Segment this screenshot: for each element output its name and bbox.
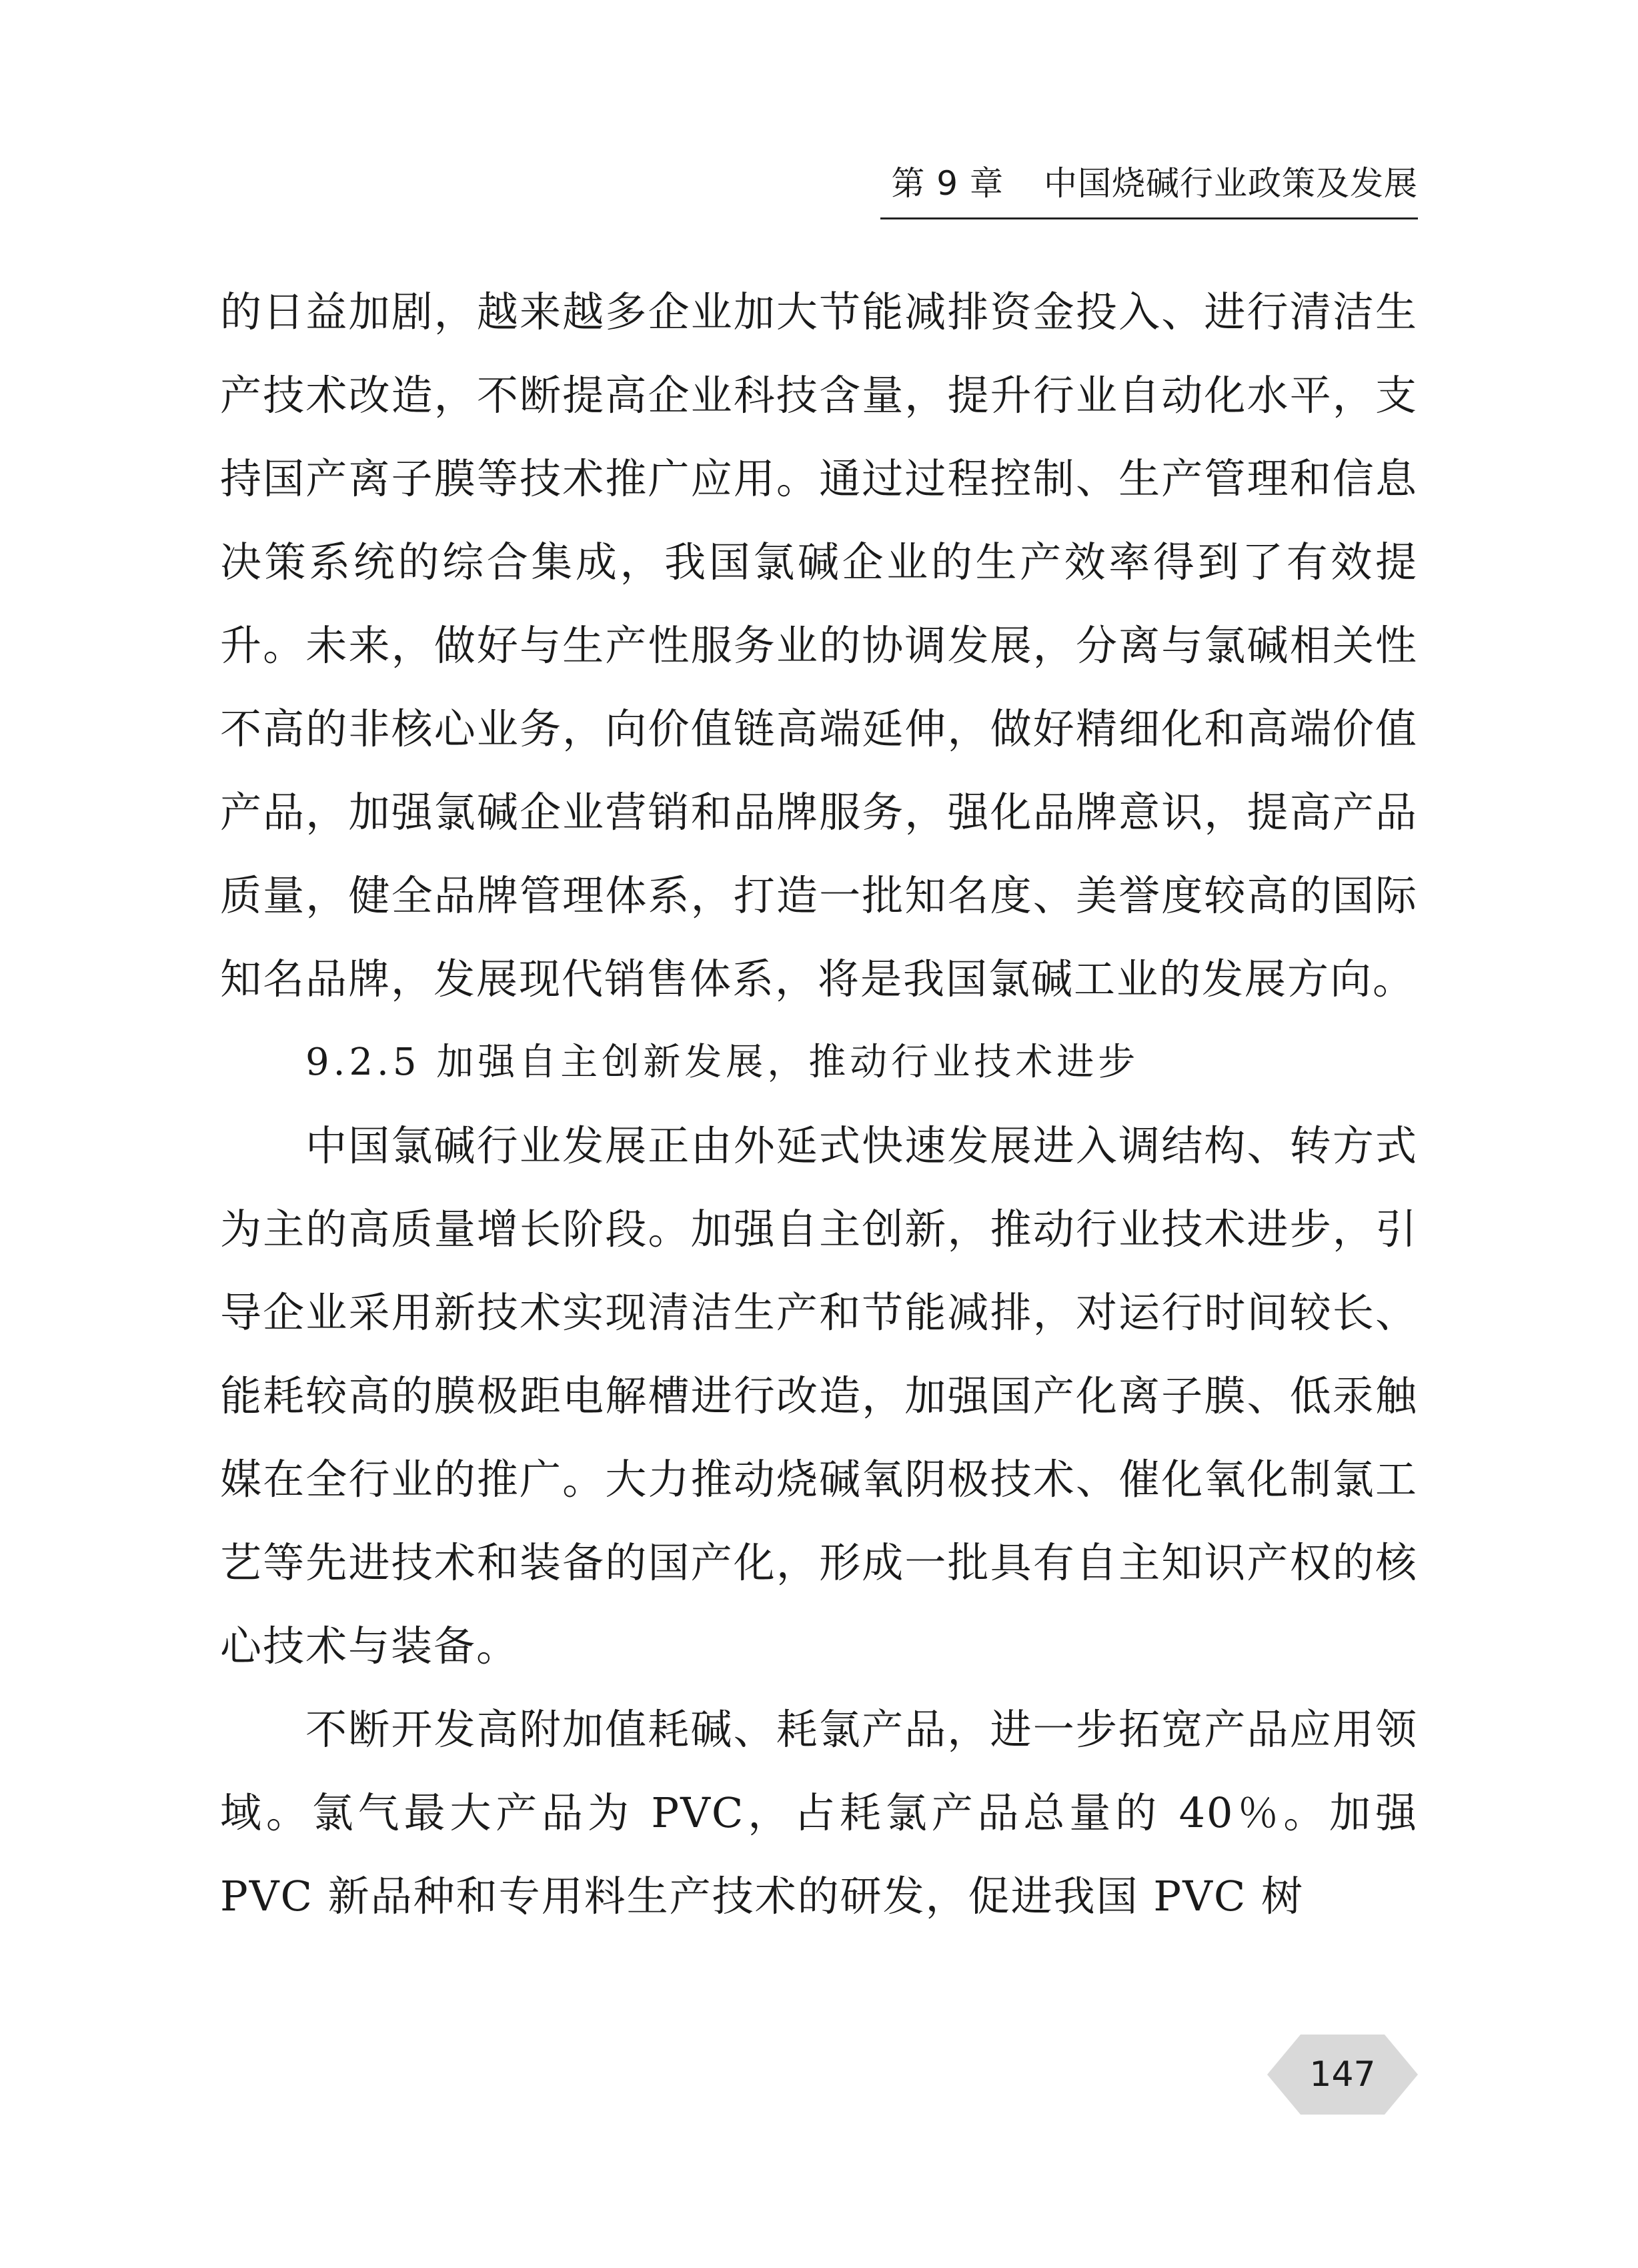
page-number-badge: [1267, 2035, 1418, 2115]
page-number: 147: [1309, 2055, 1376, 2095]
chapter-title: 中国烧碱行业政策及发展: [1044, 164, 1418, 203]
running-header: [891, 164, 1418, 203]
chapter-number: 第 9 章: [891, 164, 1004, 203]
section-heading: 9.2.5 加强自主创新发展，推动行业技术进步: [305, 1041, 1140, 1084]
paragraph-continued: 的日益加剧，越来越多企业加大节能减排资金投入、进行清洁生产技术改造，不断提高企业科技含量，提升行业自动化水平，支持国产离子膜等技术推广应用。通过过程控制、生产管理和信息决策系统的综合集成，我国氯碱企业的生产效率得到了有效提升。未来，做好与生产性服务业的协调发展，分离与氯碱相关性不高的非核心业务，向价值链高端延伸，做好精细化和高端价值产品，加强氯碱企业营销和品牌服务，强化品牌意识，提高产品质量，健全品牌管理体系，打造一批知名度、美誉度较高的国际知名品牌，发展现代销售体系，将是我国氯碱工业的发展方向。: [220, 288, 1418, 1003]
paragraph: 不断开发高附加值耗碱、耗氯产品，进一步拓宽产品应用领域。氯气最大产品为 PVC，占耗氯产品总量的 40％。加强 PVC 新品种和专用料生产技术的研发，促进我国 PVC 树: [220, 1705, 1418, 1920]
header-rule: [880, 217, 1418, 219]
body-text: [220, 270, 1418, 1938]
paragraph: 中国氯碱行业发展正由外延式快速发展进入调结构、转方式为主的高质量增长阶段。加强自主创新，推动行业技术进步，引导企业采用新技术实现清洁生产和节能减排，对运行时间较长、能耗较高的膜极距电解槽进行改造，加强国产化离子膜、低汞触媒在全行业的推广。大力推动烧碱氧阴极技术、催化氧化制氯工艺等先进技术和装备的国产化，形成一批具有自主知识产权的核心技术与装备。: [220, 1121, 1418, 1670]
